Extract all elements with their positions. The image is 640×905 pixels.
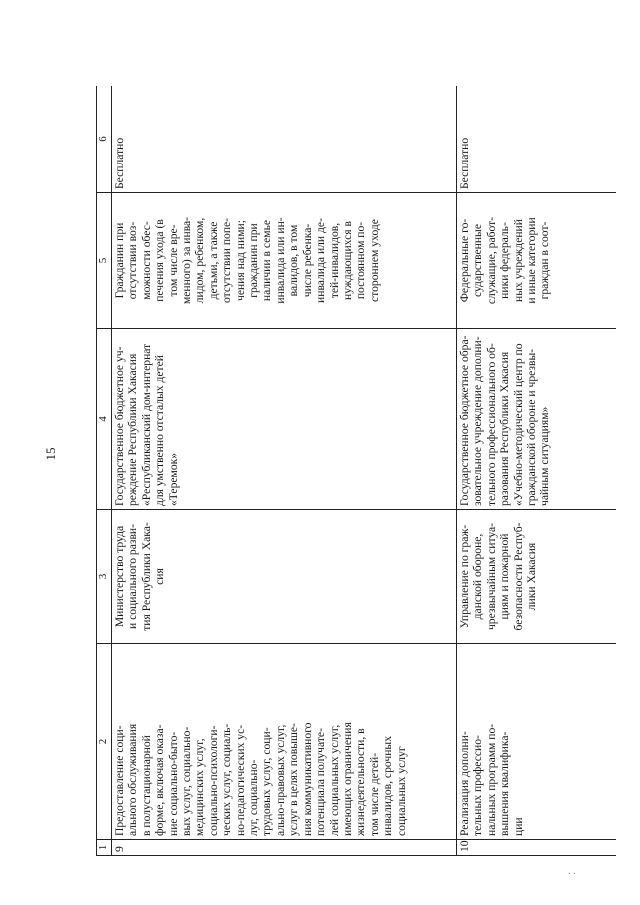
table-row [457, 86, 617, 856]
institution-name: Государственное бюджетное уч- реждение Республики Хакасия «Республиканский дом-интернат для умственно отсталых детей «Теремок» [112, 329, 457, 510]
table-row [112, 86, 457, 856]
authority-name: Министерство труда и социального разви- тия Республики Хака- сия [112, 510, 457, 644]
table-frame [96, 86, 616, 856]
scan-marks: . . [568, 866, 576, 877]
header-col-5: 5 [97, 193, 112, 329]
payment-terms: Бесплатно [112, 86, 457, 193]
service-name: Предоставление соци- ального обслуживания в полустационарной форме, включая оказа- ние социально-быто- вых услуг, социально- медицинских услуг, социально-психологи- ческих услуг, социаль- но-педагогических ус- луг, социально- трудовых услуг, соци- ально-правовых услуг, услуг в целях повыше- ния коммуникативного потенциала получате- лей социальных услуг, имеющих ограничения жизнедеятельности, в том числе детей- инвалидов, срочных социальных услуг [112, 644, 457, 840]
authority-name: Управление по граж- данской обороне, чрезвычайным ситуа- циям и пожарной безопасности Респуб- лики Хакасия [457, 510, 617, 644]
header-row [97, 86, 112, 856]
row-number: 10 [457, 840, 617, 856]
institution-name: Государственное бюджетное обра- зовательное учреждение дополни- тельного профессионального об- разования Республики Хакасия «Учебно-методический центр по гражданской обороне и чрезвы- чайным ситуациям» [457, 329, 617, 510]
recipients: Федеральные го- сударственные служащие, работ- ники федераль- ных учреждений и иные категории граждан в соот- [457, 193, 617, 329]
header-col-3: 3 [97, 510, 112, 644]
header-col-4: 4 [97, 329, 112, 510]
payment-terms: Бесплатно [457, 86, 617, 193]
row-number: 9 [112, 840, 457, 856]
recipients: Гражданин при отсутствии воз- можности обес- печения ухода (в том числе вре- менного) за инва- лидом, ребенком, детьми, а также отсутствии попе- чения над ними; гражданин при наличии в семье инвалида или ин- валидов, в том числе ребенка- инвалида или де- тей-инвалидов, нуждающихся в постоянном по- стороннем уходе [112, 193, 457, 329]
rotated-table-container [96, 86, 616, 856]
header-col-2: 2 [97, 644, 112, 840]
page-number: 15 [43, 447, 58, 461]
services-table [96, 86, 616, 856]
header-col-6: 6 [97, 86, 112, 193]
header-col-1: 1 [97, 840, 112, 856]
service-name: Реализация дополни- тельных профессио- нальных программ по- вышения квалифика- ции [457, 644, 617, 840]
